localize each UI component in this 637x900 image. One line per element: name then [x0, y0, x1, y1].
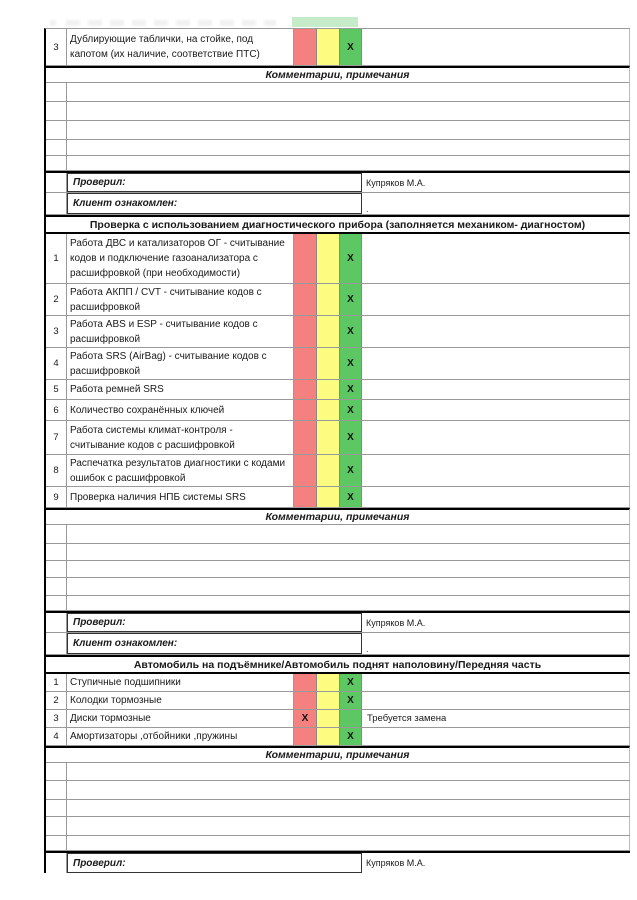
row-number — [46, 561, 67, 577]
status-cell-green: X — [340, 380, 362, 399]
status-cell-red — [294, 421, 317, 454]
row-number — [46, 102, 67, 120]
item-description: Работа ремней SRS — [67, 380, 294, 399]
client-ack-row — [46, 633, 630, 655]
checklist-row — [46, 29, 630, 66]
checklist-row — [46, 728, 630, 746]
status-cell-yellow — [317, 284, 340, 315]
status-cell-yellow — [317, 710, 340, 727]
row-number — [46, 156, 67, 170]
row-number — [46, 800, 67, 816]
client-ack-label: Клиент ознакомлен: — [67, 193, 362, 214]
status-cell-red — [294, 316, 317, 347]
item-comment — [362, 380, 630, 399]
status-cell-yellow — [317, 234, 340, 283]
status-cell-yellow — [317, 421, 340, 454]
row-number: 3 — [46, 710, 67, 727]
status-cell-yellow — [317, 316, 340, 347]
checklist-row — [46, 316, 630, 348]
status-cell-red — [294, 674, 317, 691]
comment-line — [67, 83, 630, 101]
checked-by-label: Проверил: — [67, 613, 362, 632]
status-cell-yellow — [317, 400, 340, 420]
checklist-row — [46, 487, 630, 508]
item-description: Работа SRS (AirBag) - считывание кодов с расшифровкой — [67, 348, 294, 379]
client-ack-row — [46, 193, 630, 215]
status-cell-red — [294, 234, 317, 283]
item-comment — [362, 29, 630, 65]
empty-comment-row — [46, 561, 630, 578]
empty-comment-row — [46, 763, 630, 781]
checklist-row — [46, 234, 630, 284]
empty-comment-row — [46, 781, 630, 800]
section-title-diagnostics: Проверка с использованием диагностического прибора (заполняется механиком- диагностом) — [46, 215, 630, 234]
item-description: Ступичные подшипники — [67, 674, 294, 691]
client-ack-label: Клиент ознакомлен: — [67, 633, 362, 654]
row-number — [46, 836, 67, 850]
checklist-row — [46, 421, 630, 455]
empty-comment-row — [46, 544, 630, 561]
row-number: 8 — [46, 455, 67, 486]
status-cell-red: X — [294, 710, 317, 727]
status-cell-yellow — [317, 692, 340, 709]
item-description: Распечатка результатов диагностики с кодами ошибок с расшифровкой — [67, 455, 294, 486]
item-description: Работа системы климат-контроля - считывание кодов с расшифровкой — [67, 421, 294, 454]
status-cell-green: X — [340, 487, 362, 507]
empty-comment-row — [46, 156, 630, 171]
row-number: 2 — [46, 692, 67, 709]
row-number — [46, 193, 67, 214]
row-number — [46, 83, 67, 101]
status-cell-green: X — [340, 348, 362, 379]
status-cell-green: X — [340, 455, 362, 486]
comment-line — [67, 561, 630, 577]
status-cell-green: X — [340, 728, 362, 745]
item-comment — [362, 234, 630, 283]
checker-name: Купряков М.А. — [366, 858, 426, 868]
checklist-row — [46, 348, 630, 380]
checked-by-row — [46, 611, 630, 633]
empty-comment-row — [46, 836, 630, 851]
status-cell-green: X — [340, 316, 362, 347]
empty-comment-row — [46, 83, 630, 102]
status-cell-green — [340, 710, 362, 727]
status-cell-red — [294, 487, 317, 507]
row-number — [46, 121, 67, 139]
status-cell-red — [294, 29, 317, 65]
ghost-row-number — [50, 20, 56, 26]
comment-line — [67, 781, 630, 799]
status-cell-yellow — [317, 348, 340, 379]
comments-header: Комментарии, примечания — [46, 746, 630, 763]
status-cell-red — [294, 380, 317, 399]
item-comment — [362, 284, 630, 315]
item-comment — [362, 348, 630, 379]
empty-comment-row — [46, 525, 630, 544]
checker-name: Купряков М.А. — [362, 173, 630, 192]
status-cell-yellow — [317, 380, 340, 399]
empty-comment-row — [46, 578, 630, 596]
checklist-row — [46, 284, 630, 316]
checklist-row — [46, 400, 630, 421]
status-cell-red — [294, 284, 317, 315]
empty-comment-row — [46, 140, 630, 156]
comment-line — [67, 140, 630, 155]
checklist-row — [46, 455, 630, 487]
item-description: Колодки тормозные — [67, 692, 294, 709]
row-number: 3 — [46, 316, 67, 347]
checklist-row — [46, 710, 630, 728]
comments-header: Комментарии, примечания — [46, 508, 630, 525]
item-description: Дублирующие таблички, на стойке, под капотом (их наличие, соответствие ПТС) — [67, 29, 294, 65]
item-description: Работа ABS и ESP - считывание кодов с расшифровкой — [67, 316, 294, 347]
row-number — [46, 633, 67, 654]
row-number: 1 — [46, 234, 67, 283]
item-comment — [362, 316, 630, 347]
comment-line — [67, 156, 630, 170]
item-comment — [362, 487, 630, 507]
empty-comment-row — [46, 817, 630, 836]
item-comment — [362, 400, 630, 420]
item-comment — [362, 692, 630, 709]
checked-by-label: Проверил: — [67, 173, 362, 192]
item-description: Работа АКПП / CVT - считывание кодов с расшифровкой — [67, 284, 294, 315]
row-number: 5 — [46, 380, 67, 399]
status-cell-red — [294, 728, 317, 745]
checklist-row — [46, 692, 630, 710]
row-number: 3 — [46, 29, 67, 65]
client-ack-value: . — [362, 193, 630, 214]
status-cell-yellow — [317, 728, 340, 745]
empty-comment-row — [46, 102, 630, 121]
row-number: 9 — [46, 487, 67, 507]
status-cell-green: X — [340, 29, 362, 65]
section-title-lift: Автомобиль на подъёмнике/Автомобиль поднят наполовину/Передняя часть — [46, 655, 630, 674]
item-description: Амортизаторы ,отбойники ,пружины — [67, 728, 294, 745]
status-cell-red — [294, 692, 317, 709]
status-cell-red — [294, 400, 317, 420]
row-number — [46, 596, 67, 610]
ghost-status-cells — [292, 17, 360, 27]
comment-line — [67, 102, 630, 120]
row-number: 2 — [46, 284, 67, 315]
comment-line — [67, 817, 630, 835]
row-number — [46, 781, 67, 799]
ghost-green-cell — [336, 17, 358, 27]
empty-comment-row — [46, 800, 630, 817]
item-description: Количество сохранённых ключей — [67, 400, 294, 420]
row-number: 4 — [46, 348, 67, 379]
row-number: 4 — [46, 728, 67, 745]
row-number — [46, 544, 67, 560]
checklist-row — [46, 380, 630, 400]
row-number — [46, 613, 67, 632]
comment-line — [67, 578, 630, 595]
checked-by-row — [46, 851, 630, 873]
status-cell-green: X — [340, 400, 362, 420]
comment-line — [67, 525, 630, 543]
status-cell-red — [294, 455, 317, 486]
client-ack-value: . — [362, 633, 630, 654]
item-comment — [362, 674, 630, 691]
status-cell-green: X — [340, 421, 362, 454]
checklist-row — [46, 674, 630, 692]
status-cell-green: X — [340, 692, 362, 709]
item-comment — [362, 421, 630, 454]
item-description: Проверка наличия НПБ системы SRS — [67, 487, 294, 507]
comment-line — [67, 763, 630, 780]
status-cell-green: X — [340, 234, 362, 283]
status-cell-red — [294, 348, 317, 379]
checker-name: Купряков М.А. — [362, 613, 630, 632]
comment-line — [67, 544, 630, 560]
status-cell-green: X — [340, 284, 362, 315]
item-comment — [362, 455, 630, 486]
status-cell-yellow — [317, 29, 340, 65]
checklist-table — [44, 28, 630, 873]
row-number: 7 — [46, 421, 67, 454]
row-number — [46, 578, 67, 595]
comment-line — [67, 836, 630, 850]
status-cell-green: X — [340, 674, 362, 691]
empty-comment-row — [46, 596, 630, 611]
row-number — [46, 140, 67, 155]
checked-by-row — [46, 171, 630, 193]
comment-line — [67, 800, 630, 816]
ghost-yellow-cell — [314, 17, 336, 27]
ghost-red-cell — [292, 17, 314, 27]
status-cell-yellow — [317, 674, 340, 691]
status-cell-yellow — [317, 455, 340, 486]
item-comment — [362, 728, 630, 745]
row-number — [46, 817, 67, 835]
status-cell-yellow — [317, 487, 340, 507]
ghost-row-text — [66, 20, 276, 26]
checked-by-label: Проверил: — [67, 853, 362, 873]
comment-line — [67, 121, 630, 139]
item-description: Работа ДВС и катализаторов ОГ - считывание кодов и подключение газоанализатора с расшифровкой (при необходимости) — [67, 234, 294, 283]
comment-line — [67, 596, 630, 610]
row-number: 1 — [46, 674, 67, 691]
row-number — [46, 853, 67, 873]
item-description: Диски тормозные — [67, 710, 294, 727]
empty-comment-row — [46, 121, 630, 140]
row-number: 6 — [46, 400, 67, 420]
row-number — [46, 525, 67, 543]
item-comment: Требуется замена — [362, 710, 630, 727]
comments-header: Комментарии, примечания — [46, 66, 630, 83]
row-number — [46, 763, 67, 780]
row-number — [46, 173, 67, 192]
